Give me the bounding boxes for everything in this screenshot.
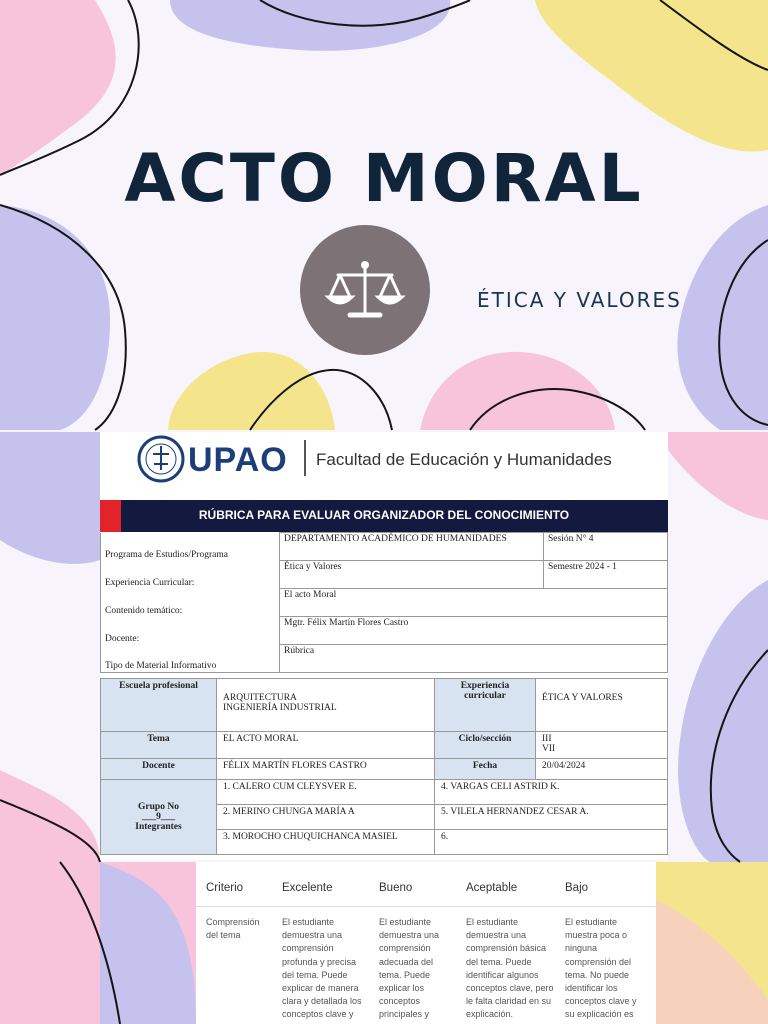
institution-header <box>136 432 668 492</box>
table-row <box>101 617 668 645</box>
info-label: Docente: <box>101 617 280 645</box>
header-divider <box>196 906 656 907</box>
table-row <box>101 780 668 805</box>
member-6: 6. <box>435 830 668 855</box>
header-aceptable: Aceptable <box>466 882 518 894</box>
criteria-table <box>196 862 656 1024</box>
ciclo-2: VII <box>542 744 556 754</box>
info-table <box>100 532 668 673</box>
member-4: 4. VARGAS CELI ASTRID K. <box>435 780 668 805</box>
balance-scale-icon <box>300 225 430 355</box>
cell-bueno: El estudiante demuestra una comprensión adecuada del tema. Puede explicar los conceptos principales y <box>379 917 440 1020</box>
fecha-label: Fecha <box>435 759 536 780</box>
table-row <box>101 645 668 673</box>
escuela-value <box>217 679 435 732</box>
info-extra: Sesión N° 4 <box>544 533 668 561</box>
table-row <box>101 759 668 780</box>
cell-bajo: El estudiante muestra poca o ninguna comprensión del tema. No puede identificar los conceptos clave y su explicación es <box>565 917 637 1020</box>
docente-value: FÉLIX MARTÍN FLORES CASTRO <box>217 759 435 780</box>
escuela-label: Escuela profesional <box>101 679 217 732</box>
experiencia-label: Experiencia curricular <box>435 679 536 732</box>
table-row <box>101 732 668 759</box>
member-3: 3. MOROCHO CHUQUICHANCA MASIEL <box>217 830 435 855</box>
cover-subtitle: ÉTICA Y VALORES <box>477 288 682 312</box>
university-seal-icon <box>136 432 186 486</box>
logo-divider <box>304 440 306 476</box>
cell-aceptable: El estudiante demuestra una comprensión básica del tema. Puede identificar algunos conceptos clave, pero le falta claridad en su explicación. <box>466 917 554 1020</box>
info-value: El acto Moral <box>280 589 668 617</box>
info-label: Contenido temático: <box>101 589 280 617</box>
info-value: Ética y Valores <box>280 561 544 589</box>
info-value: Mgtr. Félix Martín Flores Castro <box>280 617 668 645</box>
rubric-title: RÚBRICA PARA EVALUAR ORGANIZADOR DEL CONOCIMIENTO <box>198 508 570 522</box>
member-2: 2. MERINO CHUNGA MARÍA A <box>217 805 435 830</box>
table-row <box>101 533 668 561</box>
details-table <box>100 678 668 855</box>
header-bajo: Bajo <box>565 882 589 894</box>
header-bueno: Bueno <box>379 882 413 894</box>
rubric-document <box>100 432 668 860</box>
docente-label: Docente <box>101 759 217 780</box>
cell-excelente: El estudiante demuestra una comprensión profunda y precisa del tema. Puede explicar de manera clara y detallada los conceptos clave y <box>282 917 362 1020</box>
member-5: 5. VILELA HERNANDEZ CESAR A. <box>435 805 668 830</box>
ciclo-value <box>536 732 668 759</box>
grupo-label: Grupo No <box>138 802 179 812</box>
header-criterio: Criterio <box>206 882 244 894</box>
icon-circle <box>300 225 430 355</box>
tema-value: EL ACTO MORAL <box>217 732 435 759</box>
info-label: Tipo de Material Informativo <box>101 645 280 673</box>
table-row <box>101 561 668 589</box>
integrantes-label: Integrantes <box>135 822 182 832</box>
cell-criterio: Comprensión del tema <box>206 917 260 941</box>
info-value: Rúbrica <box>280 645 668 673</box>
ciclo-1: III <box>542 734 552 744</box>
tema-label: Tema <box>101 732 217 759</box>
info-extra: Semestre 2024 - 1 <box>544 561 668 589</box>
header-excelente: Excelente <box>282 882 333 894</box>
cover-title: ACTO MORAL <box>124 140 644 217</box>
experiencia-value: ÉTICA Y VALORES <box>536 679 668 732</box>
grupo-cell <box>101 780 217 855</box>
info-value: DEPARTAMENTO ACADÉMICO DE HUMANIDADES <box>280 533 544 561</box>
faculty-name: Facultad de Educación y Humanidades <box>316 450 612 469</box>
table-row <box>101 679 668 732</box>
escuela-2: INGENIERÍA INDUSTRIAL <box>223 703 337 713</box>
info-label: Programa de Estudios/Programa <box>101 533 280 561</box>
escuela-1: ARQUITECTURA <box>223 693 297 703</box>
grupo-number: ___9___ <box>141 812 176 822</box>
ciclo-label: Ciclo/sección <box>435 732 536 759</box>
member-1: 1. CALERO CUM CLEYSVER E. <box>217 780 435 805</box>
info-label: Experiencia Curricular: <box>101 561 280 589</box>
rubric-title-band <box>100 500 668 532</box>
university-logo: UPAO <box>188 441 288 479</box>
fecha-value: 20/04/2024 <box>536 759 668 780</box>
table-row <box>101 589 668 617</box>
